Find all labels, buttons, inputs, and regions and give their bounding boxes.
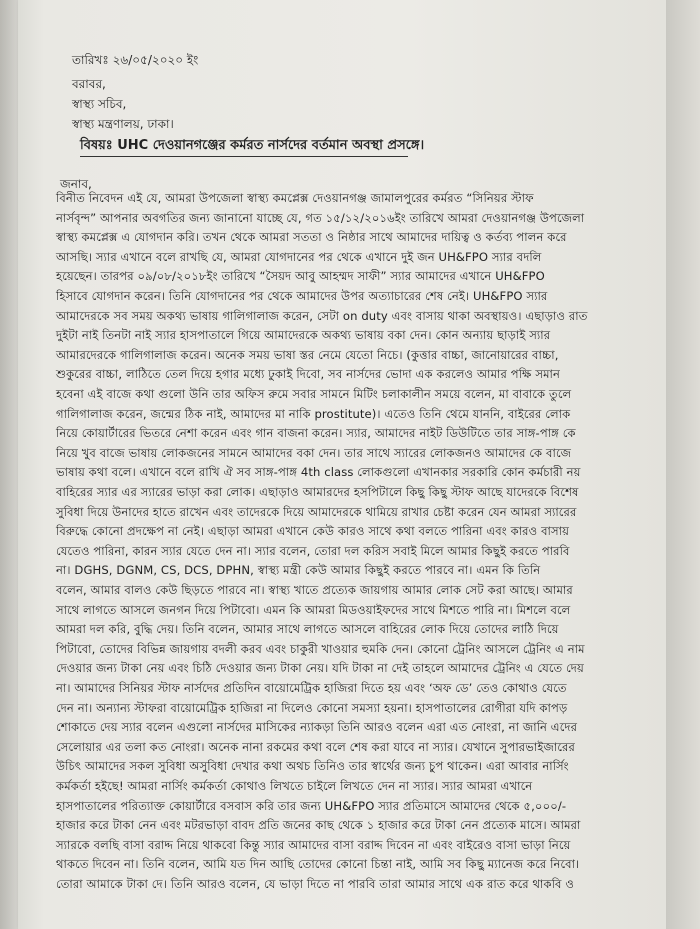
body-line: স্বাস্থ্য কমপ্লেক্স এ যোগদান করি। তখন থেকে আমরা সততা ও নিষ্ঠার সাথে আমাদের দায়িত্ব ও কর্তব্য পালন করে (56, 230, 567, 245)
body-line: শোকাতে দেয় স্যার বলেন এগুলো নার্সদের মাসিকের ন্যাকড়া তিনি আরও বলেন এরা এত নোংরা, না জানি এদের (56, 720, 578, 735)
body-line: হাসপাতালের পরিত্যাক্ত কোয়ার্টারে বসবাস করি তার জন্য UH&FPO স্যার প্রতিমাসে আমাদের থেকে ৫,০০০/- (56, 798, 567, 813)
subject-underline (80, 156, 408, 157)
body-line: সেলোয়ার এর তলা কত নোংরা। অনেক নানা রকমের কথা বলে শেষ করা যাবে না স্যার। যেখানে সুপারভাইজারের (56, 739, 575, 754)
body-line: পিটাবো, তোদের বিভিন্ন জায়গায় বদলী করব এবং চাকুরী খাওয়ার হুমকি দেন। কোনো ট্রেনিং আসলে ট্রেনিং এ নাম (56, 641, 585, 656)
page-edge-shadow-right (666, 0, 700, 929)
body-line: স্যারকে বলছি বাসা বরাদ্দ নিয়ে থাকবো কিন্তু স্যার আমাদের বাসা বরাদ্দ দিবেন না এবং বাইরেও বাসা ভাড়া নিয়ে (56, 837, 571, 852)
body-line: গালিগালাজ করেন, জন্মের ঠিক নাই, আমাদের মা নাকি prostitute)। এতেও তিনি থেমে যাননি, বাইরের লোক (56, 406, 571, 421)
page-edge-shadow-left (0, 0, 18, 929)
body-line: সুবিধা দিয়ে উনাদের হাতে রাখেন এবং তাদেরকে দিয়ে আমাদেরকে থামিয়ে রাখার চেষ্টা করেন যেন আমরা স্যারের (56, 504, 577, 519)
body-line: সাথে লাগতে আসলে জনগন দিয়ে পিটাবো। এমন কি আমরা মিডওয়াইফদের সাথে মিশতে পারি না। মিশলে বলে (56, 602, 571, 617)
body-line: উচিৎ আমাদের সকল সুবিধা অসুবিধা দেখার কথা অথচ তিনিও তার স্বার্থের জন্য চুপ থাকেন। এরা আবার নার্সিং (56, 759, 569, 774)
body-line: হয়েছেন। তারপর ০৯/০৮/২০১৮ইং তারিখে “সৈয়দ আবু আহম্মদ সাফী” স্যার আমাদের এখানে UH&FPO (56, 269, 545, 284)
body-line: না। DGHS, DGNM, CS, DCS, DPHN, স্বাস্থ্য মন্ত্রী কেউ আমার কিছুই করতে পারবে না। এমন কি তিনি (56, 563, 541, 578)
body-line: আমরা দল করি, বুদ্ধি দেয়। তিনি বলেন, আমার সাথে লাগতে আসলে বাহিরের লোক দিয়ে তোদের লাঠি দিয়ে (56, 622, 559, 637)
body-line: বাহিরের স্যার এর স্যারের ভাড়া করা লোক। এছাড়াও আমারদের হসপিটালে কিছু কিছু স্টাফ আছে যাদেরকে বিশেষ (56, 485, 579, 499)
body-line: হাজার করে টাকা নেন এবং মটরভাড়া বাবদ প্রতি জনের কাছ থেকে ১ হাজার করে টাকা নেন প্রত্যেক মাসে। আমরা (56, 818, 581, 833)
body-line: বলেন, আমার বালও কেউ ছিড়তে পারবে না। স্বাস্থ্য খাতে প্রত্যেক জায়গায় আমার লোক সেট করা আছে। আমার (56, 583, 573, 597)
body-line: আমারদেরকে গালিগালাজ করেন। অনেক সময় ভাষা স্তর নেমে যেতো নিচে। (কুত্তার বাচ্চা, জানোয়ারের বাচ্চা, (56, 347, 559, 362)
body-line: আসছি। স্যার এখানে বলে রাখছি যে, আমরা যোগদানের পর থেকে এখানে দুই জন UH&FPO স্যার বদলি (56, 249, 542, 264)
body-line: দুইটা নাই তিনটা নাই স্যার হাসপাতালে গিয়ে আমাদেরকে অকথ্য ভাষায় বকা দেন। কোন অন্যায় ছাড়াই স্যার (56, 328, 551, 343)
body-line: হিসাবে যোগদান করেন। তিনি যোগদানের পর থেকে আমাদের উপর অত্যাচারের শেষ নেই। UH&FPO স্যার (56, 289, 548, 303)
letter-address: স্বাস্থ্য মন্ত্রণালয়, ঢাকা। (72, 117, 174, 131)
letter-date: তারিখঃ ২৬/০৫/২০২০ ইং (72, 53, 199, 67)
body-line: শুকুরের বাচ্চা, লাঠিতে তেল দিয়ে হগার মধ্যে ঢুকাই দিবো, সব নার্সদের ভোদা এক করলেও আমার পক্ষি সমান (56, 367, 561, 382)
body-line: নিয়ে কোয়ার্টারের ভিতরে নেশা করেন এবং গান বাজনা করেন। স্যার, আমাদের নাইট ডিউটিতে তার সাঙ্গ-পাঙ্গ কে (56, 426, 576, 441)
letter-to: বরাবর, (72, 77, 106, 91)
body-line: নার্সবৃন্দ” আপনার অবগতির জন্য জানানো যাচ্ছে যে, গত ১৫/১২/২০১৬ইং তারিখে আমরা দেওয়ানগঞ্জ উপজেলা (56, 210, 585, 225)
body-line: বিরুদ্ধে কোনো প্রদক্ষেপ না নেই। এছাড়া আমরা এখানে কেউ কারও সাথে কথা বলতে পারিনা এবং কারও বাসায় (56, 524, 570, 539)
body-line: হবেনা এই বাজে কথা গুলো উনি তার অফিস রুমে সবার সামনে মিটিং চলাকালীন সময়ে বলেন, মা বাবাকে তুলে (56, 387, 572, 401)
body-line: আমাদেরকে সব সময় অকথ্য ভাষায় গালিগালাজ করেন, সেটা on duty এবং বাসায় থাকা অবস্থায়ও। এছাড়াও রাত (56, 308, 588, 323)
letter-subject: বিষয়ঃ UHC দেওয়ানগঞ্জের কর্মরত নার্সদের বর্তমান অবস্থা প্রসঙ্গে। (80, 138, 425, 153)
body-line: বিনীত নিবেদন এই যে, আমরা উপজেলা স্বাস্থ্য কমপ্লেক্স দেওয়ানগঞ্জ জামালপুরের কর্মরত “সিনিয়র স্টাফ (56, 191, 534, 205)
body-line: দেওয়ার জন্য টাকা নেয় এবং চিঠি দেওয়ার জন্য টাকা নেয়। যদি টাকা না দেই তাহলে আমাদের ট্রেনিং এ যেতে দেয় (56, 661, 584, 676)
body-line: না। আমাদের সিনিয়র স্টাফ নার্সদের প্রতিদিন বায়োমেট্রিক হাজিরা দিতে হয় এবং ‘অফ ডে’ তেও কোথাও যেতে (56, 681, 567, 695)
body-line: তোরা আমাকে টাকা দে। তিনি আরও বলেন, যে ভাড়া দিতে না পারবি তারা আমার সাথে এক রাত করে থাকবি ও (56, 877, 574, 891)
body-line: থাকতে দিবেন না। তিনি বলেন, আমি যত দিন আছি তোদের কোনো চিন্তা নাই, আমি সব কিছু ম্যানেজ করে নিবো। (56, 857, 580, 872)
body-line: নিয়ে খুব বাজে ভাষায় লোকজনের সামনে আমাদের বকা দেন। তার সাথে স্যারের লোকজনও আমাদের কে বাজে (56, 445, 572, 460)
letter-salutation: জনাব, (60, 177, 92, 191)
body-line: কর্মকর্তা হইছে! আমরা নার্সিং কর্মকর্তা কোথাও লিখতে চাইলে লিখতে দেন না স্যার। স্যার আমরা এখানে (56, 779, 533, 793)
letter-recipient: স্বাস্থ্য সচিব, (72, 97, 127, 111)
body-line: ভাষায় কথা বলে। এখানে বলে রাখি ঐ সব সাঙ্গ-পাঙ্গ 4th class লোকগুলো এখানকার সরকারি কোন কর্মচারী নয় (56, 465, 581, 480)
body-line: যেতেও পারিনা, কারন স্যার যেতে দেন না। স্যার বলেন, তোরা দল করিস সবাই মিলে আমার কিছুই করতে পারবি (56, 543, 570, 558)
body-line: দেন না। অন্যান্য স্টাফরা বায়োমেট্রিক হাজিরা না দিলেও কোনো সমস্যা হয়না। হাসপাতালের রোগীরা যদি কাপড় (56, 700, 568, 715)
